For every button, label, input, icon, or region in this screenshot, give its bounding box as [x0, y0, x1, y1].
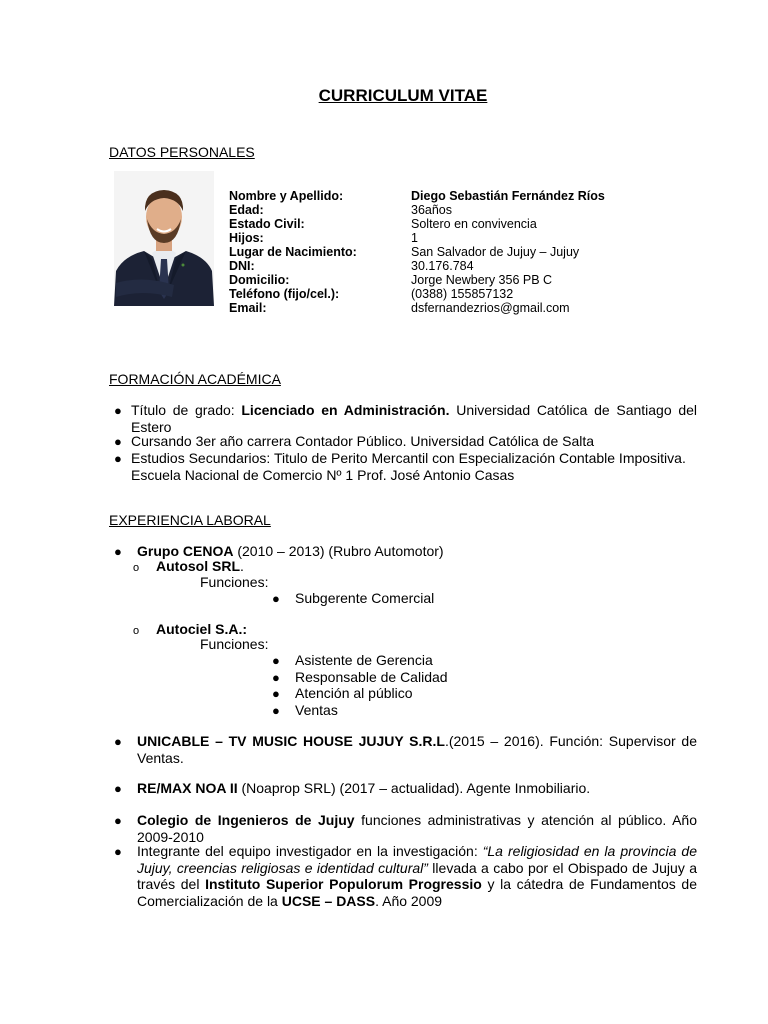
- bullet-icon: ●: [272, 686, 280, 701]
- experience-heading: EXPERIENCIA LABORAL: [109, 512, 271, 528]
- bullet-icon: ●: [114, 734, 122, 749]
- education-item-degree: Título de grado: Licenciado en Administración. Universidad Católica de Santiago del Estero: [131, 402, 698, 435]
- personal-data-heading: DATOS PERSONALES: [109, 144, 255, 160]
- value-children: 1: [411, 231, 418, 245]
- autociel-role-4: Ventas: [295, 702, 338, 718]
- autociel-functions-label: Funciones:: [200, 636, 269, 652]
- label-email: Email:: [229, 301, 267, 315]
- bullet-icon: ●: [114, 451, 122, 466]
- value-name: Diego Sebastián Fernández Ríos: [411, 189, 605, 203]
- autociel-role-3: Atención al público: [295, 685, 413, 701]
- bullet-icon: ●: [272, 653, 280, 668]
- value-email: dsfernandezrios@gmail.com: [411, 301, 570, 315]
- label-children: Hijos:: [229, 231, 264, 245]
- label-address: Domicilio:: [229, 273, 290, 287]
- bullet-icon: ●: [114, 813, 122, 828]
- experience-cenoa: Grupo CENOA (2010 – 2013) (Rubro Automotor): [137, 543, 444, 559]
- label-name: Nombre y Apellido:: [229, 189, 344, 203]
- document-title: CURRICULUM VITAE: [318, 86, 488, 105]
- autociel-role-1: Asistente de Gerencia: [295, 652, 433, 668]
- bullet-icon: ●: [114, 544, 122, 559]
- education-item-accountant: Cursando 3er año carrera Contador Público. Universidad Católica de Salta: [131, 433, 595, 449]
- bullet-icon: ●: [114, 403, 122, 418]
- experience-colegio: Colegio de Ingenieros de Jujuy funciones administrativas y atención al público. Año 2009-2010: [137, 812, 697, 845]
- label-dni: DNI:: [229, 259, 255, 273]
- value-dni: 30.176.784: [411, 259, 474, 273]
- label-age: Edad:: [229, 203, 264, 217]
- profile-photo: [114, 171, 214, 306]
- value-address: Jorge Newbery 356 PB C: [411, 273, 553, 287]
- experience-remax: RE/MAX NOA II (Noaprop SRL) (2017 – actualidad). Agente Inmobiliario.: [137, 780, 591, 796]
- experience-autociel: Autociel S.A.:: [156, 621, 248, 637]
- circle-bullet-icon: o: [133, 562, 140, 574]
- bullet-icon: ●: [272, 703, 280, 718]
- value-age: 36años: [411, 203, 453, 217]
- value-birthplace: San Salvador de Jujuy – Jujuy: [411, 245, 580, 259]
- experience-autosol: Autosol SRL.: [156, 558, 244, 574]
- experience-research: Integrante del equipo investigador en la investigación: “La religiosidad en la provincia de Jujuy, creencias religiosas e identidad cultural” llevada a cabo por el Obispado de Jujuy a través del Instituto Superior Populorum Progressio y la cátedra de Fundamentos de Comercialización de la UCSE – DASS. Año 2009: [137, 843, 697, 909]
- bullet-icon: ●: [114, 434, 122, 449]
- label-phone: Teléfono (fijo/cel.):: [229, 287, 340, 301]
- label-civil-status: Estado Civil:: [229, 217, 305, 231]
- value-civil-status: Soltero en convivencia: [411, 217, 537, 231]
- circle-bullet-icon: o: [133, 625, 140, 637]
- bullet-icon: ●: [272, 670, 280, 685]
- bullet-icon: ●: [114, 781, 122, 796]
- label-birthplace: Lugar de Nacimiento:: [229, 245, 357, 259]
- value-phone: (0388) 155857132: [411, 287, 514, 301]
- bullet-icon: ●: [114, 844, 122, 859]
- education-item-secondary: Estudios Secundarios: Titulo de Perito Mercantil con Especialización Contable Impositiva. Escuela Nacional de Comercio Nº 1 Prof. José Antonio Casas: [131, 450, 686, 483]
- experience-unicable: UNICABLE – TV MUSIC HOUSE JUJUY S.R.L.(2015 – 2016). Función: Supervisor de Ventas.: [137, 733, 697, 766]
- education-heading: FORMACIÓN ACADÉMICA: [109, 371, 281, 387]
- bullet-icon: ●: [272, 591, 280, 606]
- autosol-role-1: Subgerente Comercial: [295, 590, 435, 606]
- autosol-functions-label: Funciones:: [200, 574, 269, 590]
- autociel-role-2: Responsable de Calidad: [295, 669, 448, 685]
